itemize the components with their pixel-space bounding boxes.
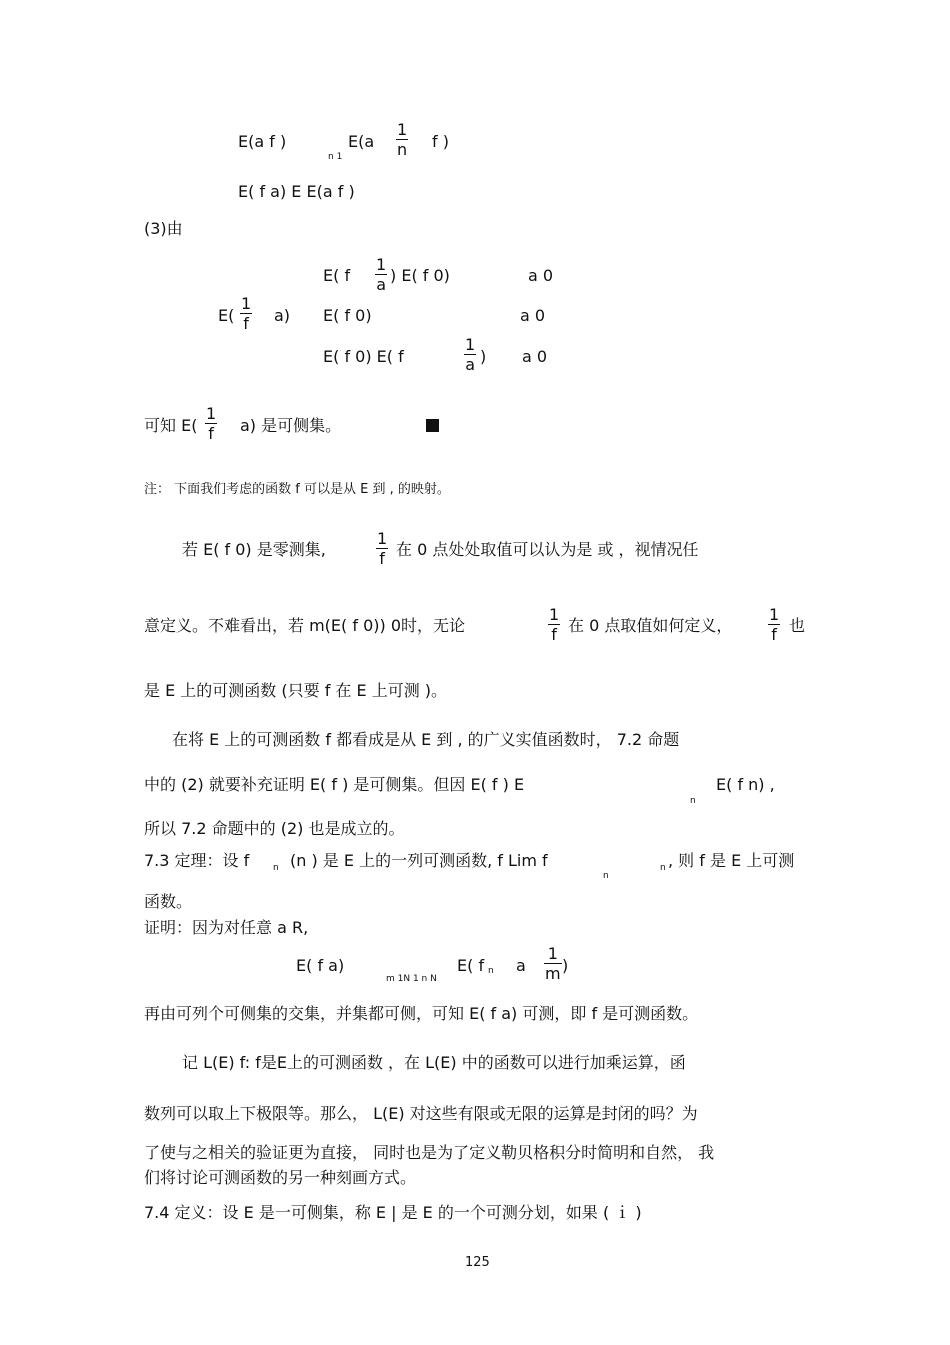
proof-eq-end: ): [562, 956, 569, 975]
case2-condition: a 0: [520, 306, 546, 325]
para1-line1-post: 在 0 点处处取值可以认为是 或 ，视情况任: [396, 540, 699, 559]
cases-lhs-num: 1: [241, 294, 252, 313]
thm73-line2: 函数。: [144, 892, 193, 911]
case1-pre: E( f: [323, 266, 351, 285]
case1-num: 1: [376, 255, 387, 274]
thm73-subscript: n: [273, 863, 279, 873]
para1-line2-post: 也: [789, 616, 806, 635]
case3-pre: E( f 0) E( f: [323, 347, 404, 366]
para3-line1: 记 L(E) f: f是E上的可测函数 ，在 L(E) 中的函数可以进行加乘运算，函: [182, 1053, 686, 1072]
case3-post: ): [480, 347, 487, 366]
proof-eq-subscript2: n: [488, 966, 494, 976]
para2-line1: 在将 E 上的可测函数 f 都看成是从 E 到 , 的广义实值函数时， 7.2 命题: [172, 730, 680, 749]
para1-line1-pre: 若 E( f 0) 是零测集,: [182, 540, 326, 559]
conclusion-den: f: [208, 424, 214, 443]
def74: 7.4 定义：设 E 是一可侧集，称 E | 是 E 的一个可测分划，如果 ( ｉ ): [144, 1203, 642, 1222]
proof-den: m: [545, 964, 561, 983]
eq1-union-subscript: n 1: [328, 152, 343, 162]
para1-fraction: [376, 531, 388, 567]
thm73-line1-pre: 7.3 定理：设 f: [144, 851, 250, 870]
proof-line1: 证明：因为对任意 a R,: [144, 918, 309, 937]
para1-den3: f: [771, 625, 777, 644]
case1-den: a: [376, 275, 386, 294]
case1-post: ) E( f 0): [390, 266, 450, 285]
para2-line2-subscript: n: [690, 796, 696, 806]
para1-num2: 1: [549, 605, 560, 624]
para1-fraction2: [548, 607, 560, 643]
para1-num: 1: [377, 529, 388, 548]
para3-line4: 们将讨论可测函数的另一种刻画方式。: [144, 1168, 417, 1187]
eq1-right-pre: E(a: [348, 132, 375, 151]
conclusion-pre: 可知 E(: [144, 416, 198, 435]
case3-fraction: [464, 337, 476, 373]
proof-eq-pre: E( f a): [296, 956, 345, 975]
cases-lhs-post: a): [274, 306, 291, 325]
eq1-num: 1: [397, 120, 408, 139]
proof-eq-mid: E( f: [457, 956, 485, 975]
para1-den: f: [379, 549, 385, 568]
case1-fraction: [375, 257, 387, 293]
proof-num: 1: [547, 944, 558, 963]
eq1-fraction: [396, 122, 408, 158]
para1-line2-pre: 意定义。不难看出，若 m(E( f 0)) 0时，无论: [144, 616, 466, 635]
para1-line2-mid: 在 0 点取值如何定义，: [568, 616, 733, 635]
para3-line3: 了使与之相关的验证更为直接， 同时也是为了定义勒贝格积分时简明和自然， 我: [144, 1143, 715, 1162]
page-number: 125: [465, 1255, 490, 1270]
part3-label: (3)由: [144, 219, 183, 238]
conclusion-post: a) 是可侧集。: [240, 416, 342, 435]
para3-line2: 数列可以取上下极限等。那么， L(E) 对这些有限或无限的运算是封闭的吗？为: [144, 1104, 698, 1123]
para2-line2-pre: 中的 (2) 就要补充证明 E( f ) 是可侧集。但因 E( f ) E: [144, 775, 525, 794]
case2: E( f 0): [323, 306, 372, 325]
eq1-den: n: [397, 140, 408, 159]
note: 注： 下面我们考虑的函数 f 可以是从 E 到 , 的映射。: [144, 482, 450, 497]
para1-den2: f: [551, 625, 557, 644]
proof-eq-post: a: [516, 956, 526, 975]
cases-lhs-fraction: [240, 296, 252, 332]
case3-num: 1: [465, 335, 476, 354]
para1-fraction3: [768, 607, 780, 643]
thm73-line1-post: , 则 f 是 E 上可测: [668, 851, 795, 870]
para1-num3: 1: [769, 605, 780, 624]
conclusion-fraction: [205, 406, 217, 442]
para2-line3: 所以 7.2 命题中的 (2) 也是成立的。: [144, 819, 405, 838]
eq2: E( f a) E E(a f ): [238, 182, 355, 201]
conclusion-num: 1: [206, 404, 217, 423]
para2-line2-post: E( f n) ,: [716, 775, 775, 794]
proof-eq-subscript: m 1N 1 n N: [386, 974, 437, 984]
cases-lhs-den: f: [243, 314, 249, 333]
case3-condition: a 0: [522, 347, 548, 366]
proof-fraction: [544, 946, 562, 982]
thm73-subscript2: n: [660, 863, 666, 873]
para1-line3: 是 E 上的可测函数 (只要 f 在 E 上可测 )。: [144, 681, 448, 700]
cases-lhs-pre: E(: [218, 306, 235, 325]
case1-condition: a 0: [528, 266, 554, 285]
qed-square-icon: [426, 419, 439, 432]
eq1-right-post: f ): [432, 132, 449, 151]
eq1-left: E(a f ): [238, 132, 287, 151]
case3-den: a: [465, 355, 475, 374]
thm73-line1-mid: (n ) 是 E 上的一列可测函数, f Lim f: [290, 851, 548, 870]
thm73-lim-subscript: n: [603, 871, 609, 881]
proof-line2: 再由可列个可侧集的交集，并集都可侧，可知 E( f a) 可测，即 f 是可测函数。: [144, 1004, 699, 1023]
